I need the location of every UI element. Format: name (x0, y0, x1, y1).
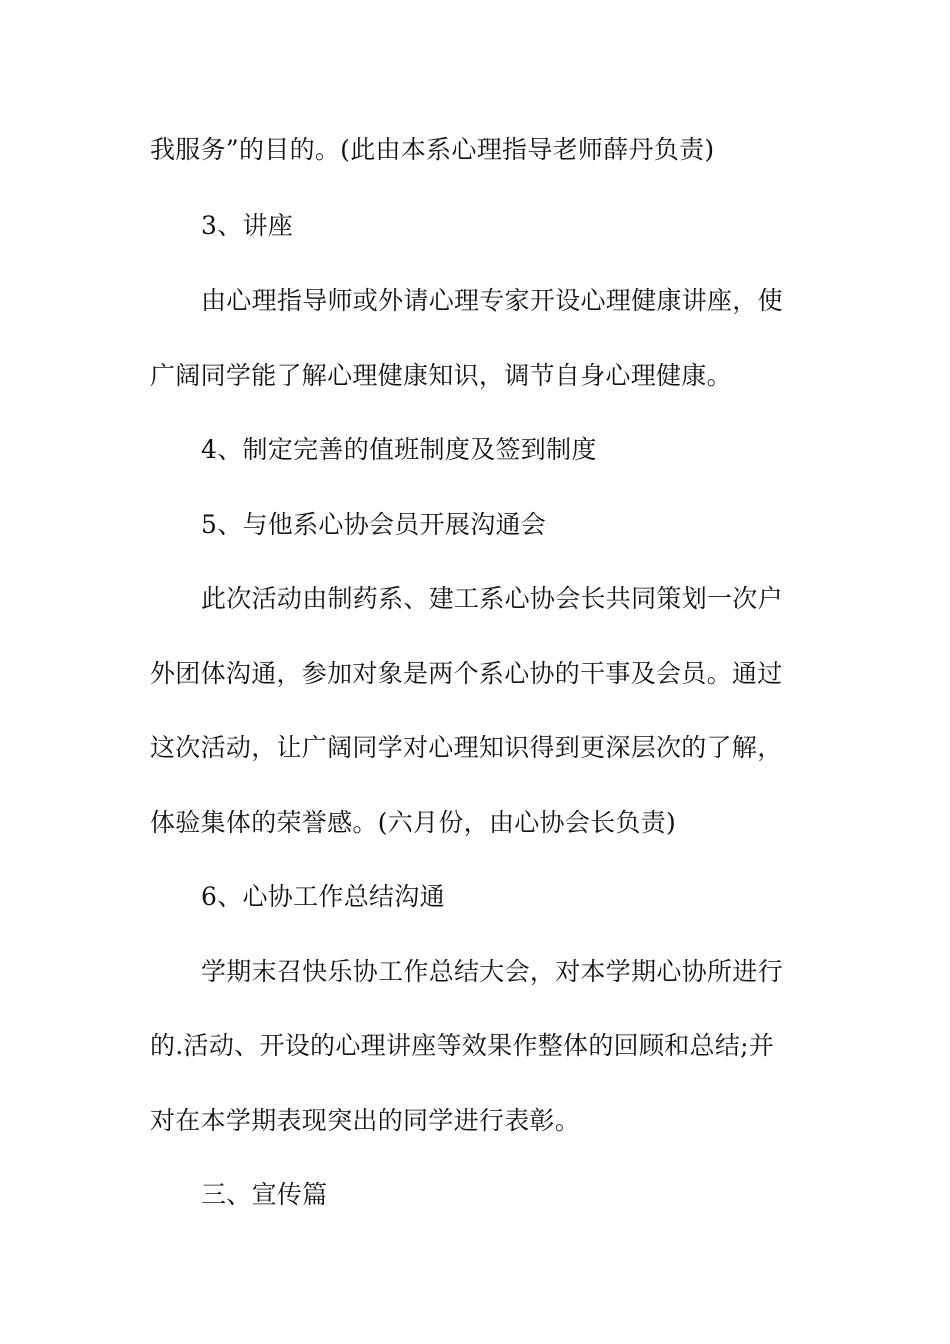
paragraph-line: 的.活动、开设的心理讲座等效果作整体的回顾和总结;并 (150, 1031, 775, 1060)
section-heading-summary: 6、心协工作总结沟通 (201, 882, 445, 911)
paragraph-line: 由心理指导师或外请心理专家开设心理健康讲座，使 (201, 286, 783, 315)
paragraph-line: 此次活动由制药系、建工系心协会长共同策划一次户 (201, 584, 783, 613)
paragraph-line: 这次活动，让广阔同学对心理知识得到更深层次的了解， (150, 733, 783, 762)
paragraph-line: 广阔同学能了解心理健康知识，调节自身心理健康。 (150, 361, 732, 390)
paragraph-line: 外团体沟通，参加对象是两个系心协的干事及会员。通过 (150, 659, 783, 688)
section-heading-publicity: 三、宣传篇 (201, 1180, 328, 1209)
section-heading-lecture: 3、讲座 (201, 211, 294, 240)
paragraph-line: 学期末召快乐协工作总结大会，对本学期心协所进行 (201, 957, 783, 986)
paragraph-line: 体验集体的荣誉感。(六月份，由心协会长负责) (150, 808, 677, 837)
paragraph-line: 对在本学期表现突出的同学进行表彰。 (150, 1106, 581, 1135)
paragraph-line: 我服务”的目的。(此由本系心理指导老师薛丹负责) (150, 135, 715, 164)
section-heading-exchange: 5、与他系心协会员开展沟通会 (201, 510, 547, 539)
section-heading-duty: 4、制定完善的值班制度及签到制度 (201, 435, 597, 464)
